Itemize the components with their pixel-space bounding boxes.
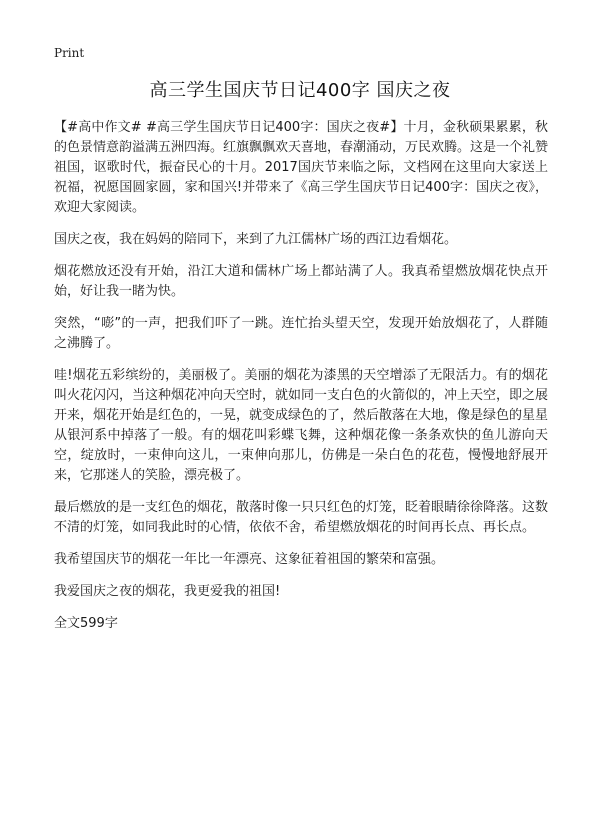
word-count: 全文599字 <box>54 616 118 631</box>
paragraph-intro: 【#高中作文# #高三学生国庆节日记400字：国庆之夜#】十月，金秋硕果累累，秋的色景情意韵溢满五洲四海。红旗飘飘欢天喜地，春潮涌动，万民欢腾。这是一个礼赞祖国，讴歌时代，振奋民心的十月。2017国庆节来临之际，文档网在这里向大家送上祝福，祝愿国圆家圆，家和国兴!并带来了《高三学生国庆节日记400字：国庆之夜》，欢迎大家阅读。 <box>54 120 549 215</box>
paragraph: 哇!烟花五彩缤纷的，美丽极了。美丽的烟花为漆黑的天空增添了无限活力。有的烟花叫火花闪闪，当这种烟花冲向天空时，就如同一支白色的火箭似的，冲上天空，即之展开来，烟花开始是红色的，一晃，就变成绿色的了，然后散落在大地，像是绿色的星星从银河系中掉落了一般。有的烟花叫彩蝶飞舞，这种烟花像一条条欢快的鱼儿游向天空，绽放时，一束伸向这儿，一束伸向那儿，仿佛是一朵白色的花苞，慢慢地舒展开来，它那迷人的笑脸，漂亮极了。 <box>54 368 549 483</box>
paragraph: 突然，“嘭”的一声，把我们吓了一跳。连忙抬头望天空，发现开始放烟花了，人群随之沸腾了。 <box>54 316 548 351</box>
paragraph: 我希望国庆节的烟花一年比一年漂亮、这象征着祖国的繁荣和富强。 <box>54 552 445 567</box>
article-body <box>54 118 548 646</box>
paragraph: 我爱国庆之夜的烟花，我更爱我的祖国! <box>54 584 281 599</box>
article-title: 高三学生国庆节日记400字 国庆之夜 <box>149 80 451 101</box>
paragraph: 国庆之夜，我在妈妈的陪同下，来到了九江儒林广场的西江边看烟花。 <box>54 232 458 247</box>
paragraph: 最后燃放的是一支红色的烟花，散落时像一只只红色的灯笼，眨着眼睛徐徐降落。这数不清的灯笼，如同我此时的心情，依依不舍，希望燃放烟花的时间再长点、再长点。 <box>54 500 549 535</box>
paragraph: 烟花燃放还没有开始，沿江大道和儒林广场上都站满了人。我真希望燃放烟花快点开始，好让我一睹为快。 <box>54 264 548 299</box>
print-link[interactable]: Print <box>54 46 85 60</box>
